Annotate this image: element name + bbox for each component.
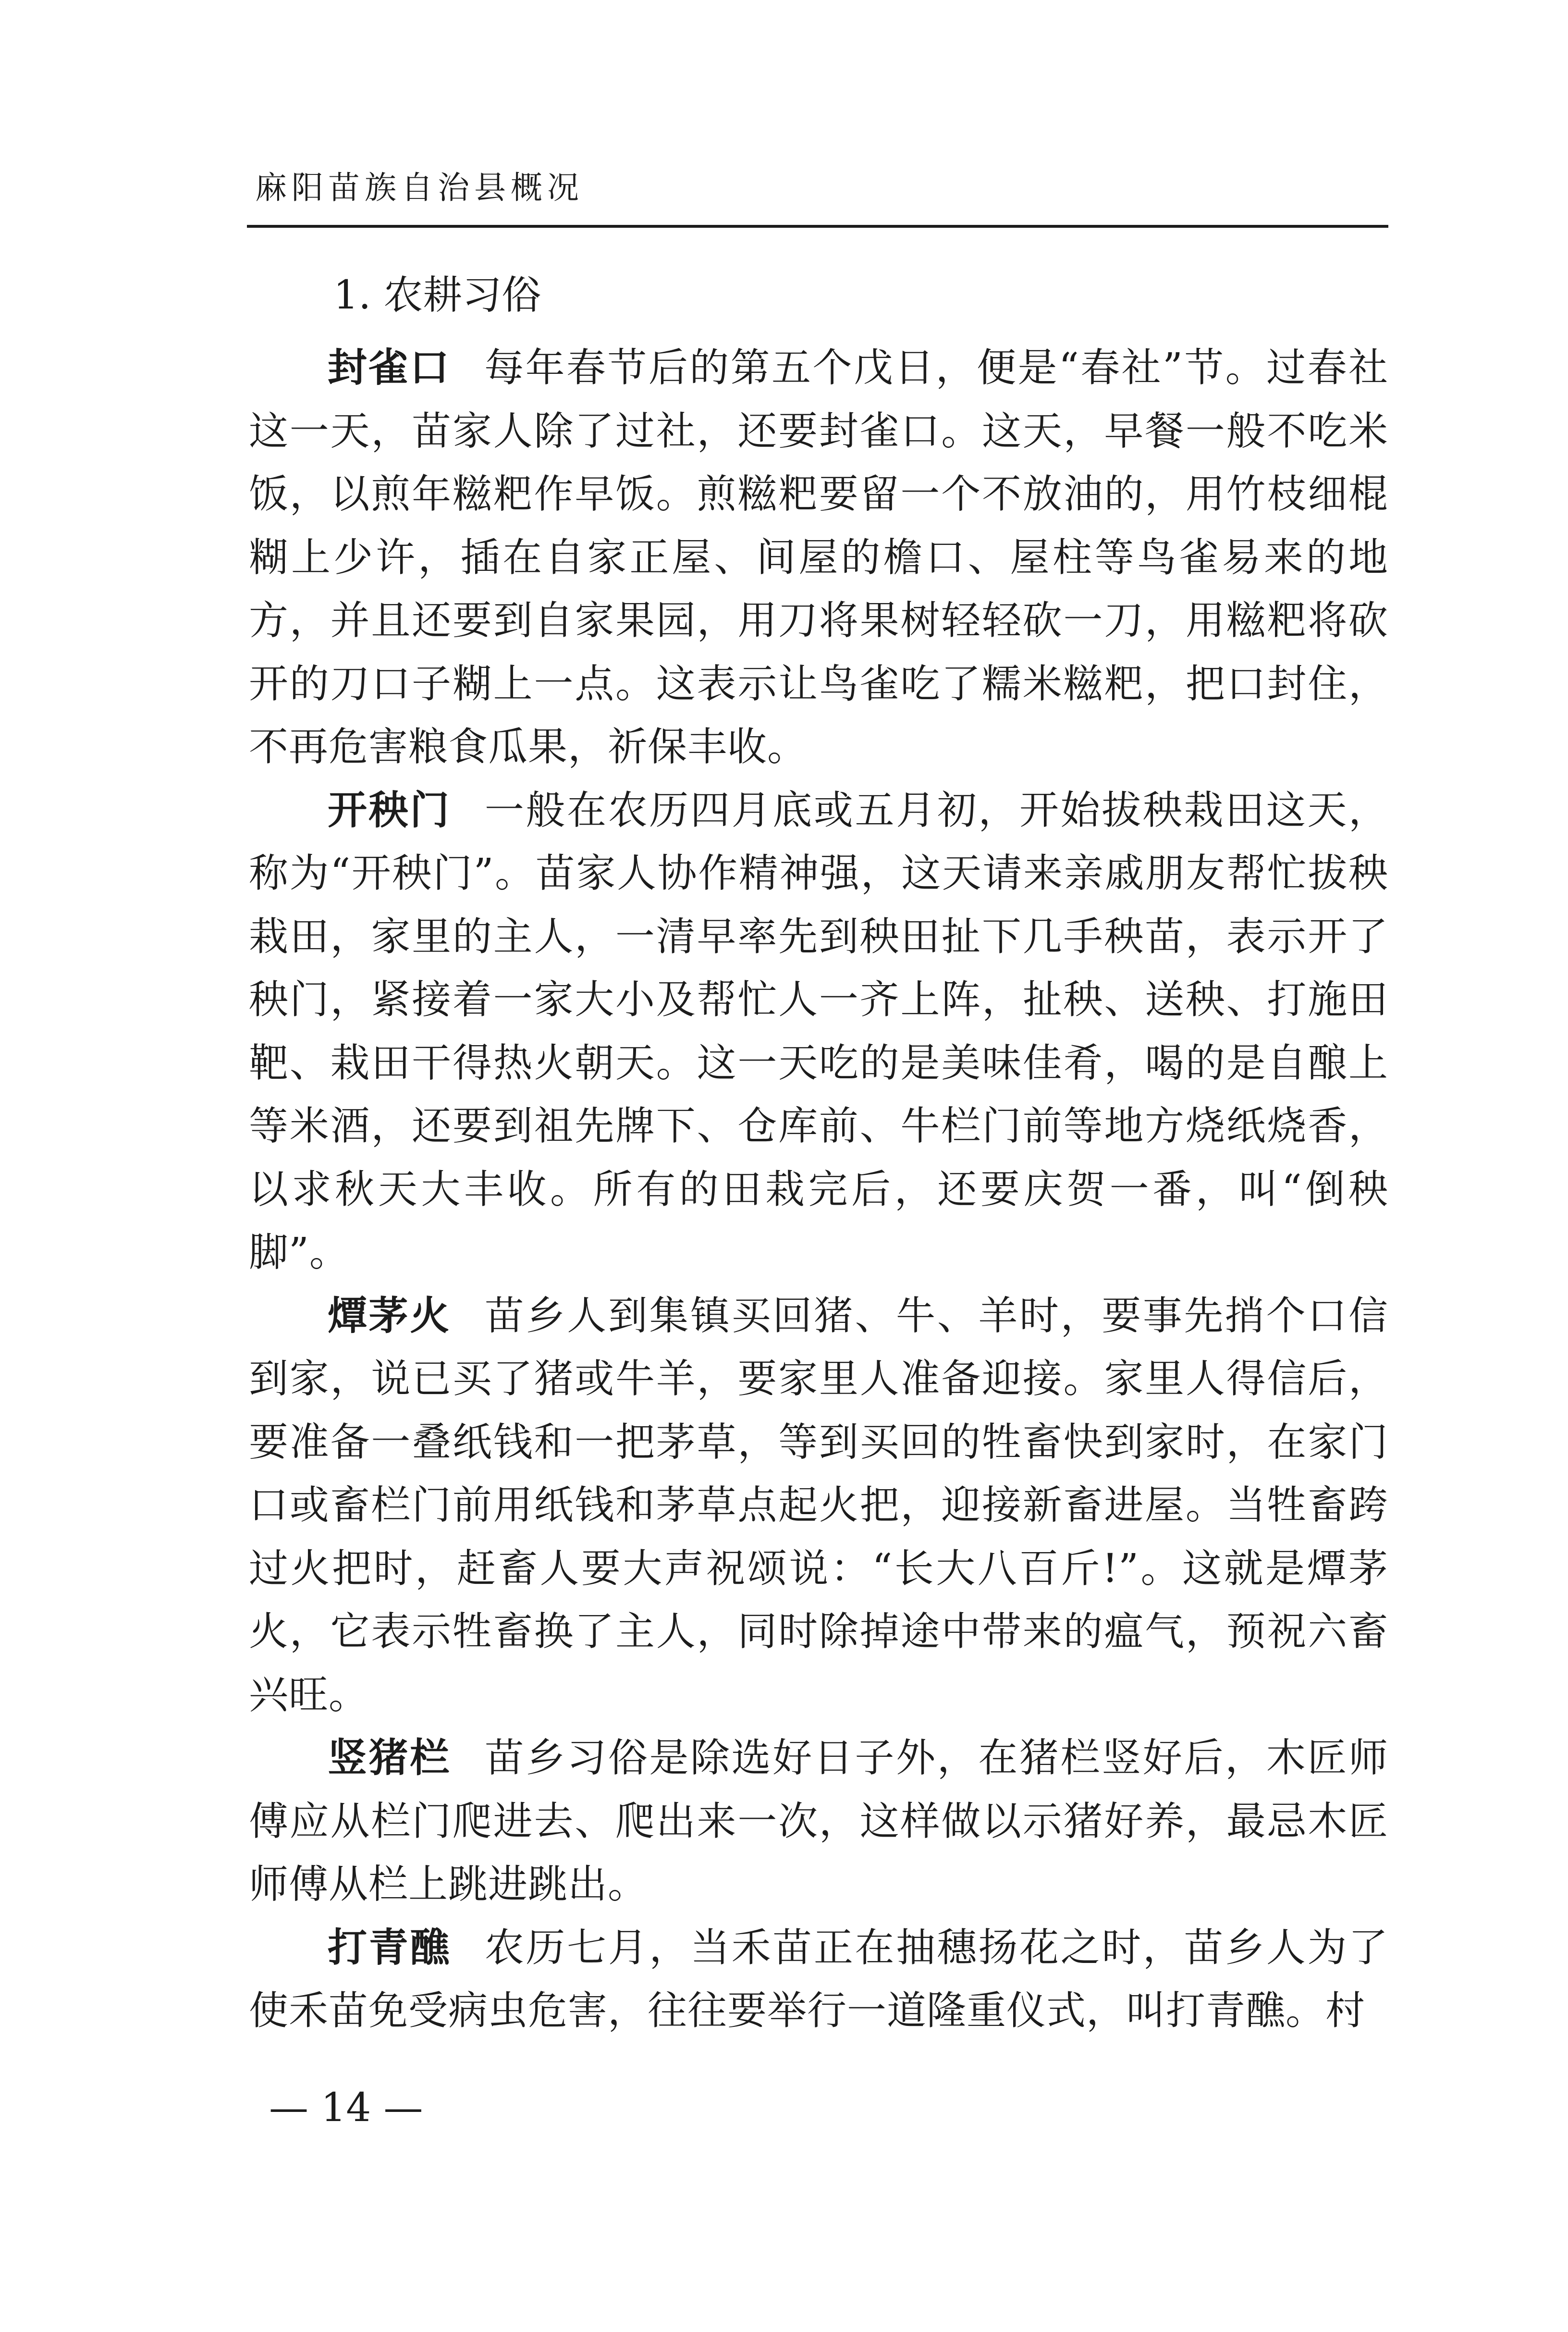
- section-heading: 1. 农耕习俗: [333, 272, 541, 318]
- paragraph-da-qing-jiao: [249, 1916, 1388, 2043]
- term-heading: 封雀口: [328, 345, 451, 391]
- term-heading: 燂茅火: [328, 1293, 451, 1339]
- paragraph-text: 一般在农历四月底或五月初，开始拔秧栽田这天，称为“开秧门”。苗家人协作精神强，这天请来亲戚朋友帮忙拔秧栽田，家里的主人，一清早率先到秧田扯下几手秧苗，表示开了秧门，紧接着一家大小及帮忙人一齐上阵，扯秧、送秧、打施田靶、栽田干得热火朝天。这一天吃的是美味佳肴，喝的是自酿上等米酒，还要到祖先牌下、仓库前、牛栏门前等地方烧纸烧香，以求秋天大丰收。所有的田栽完后，还要庆贺一番，叫“倒秧脚”。: [249, 787, 1388, 1275]
- header-rule: [247, 225, 1388, 228]
- term-heading: 打青醮: [328, 1925, 451, 1971]
- page-number: — 14 —: [269, 2085, 423, 2131]
- paragraph-text: 苗乡习俗是除选好日子外，在猪栏竖好后，木匠师傅应从栏门爬进去、爬出来一次，这样做以示猪好养，最忌木匠师傅从栏上跳进跳出。: [249, 1735, 1388, 1907]
- paragraph-text: 苗乡人到集镇买回猪、牛、羊时，要事先捎个口信到家，说已买了猪或牛羊，要家里人准备迎接。家里人得信后，要准备一叠纸钱和一把茅草，等到买回的牲畜快到家时，在家门口或畜栏门前用纸钱和茅草点起火把，迎接新畜进屋。当牲畜跨过火把时，赶畜人要大声祝颂说：“长大八百斤!”。这就是燂茅火，它表示牲畜换了主人，同时除掉途中带来的瘟气，预祝六畜兴旺。: [249, 1293, 1388, 1718]
- paragraph-tan-mao-huo: [249, 1284, 1388, 1727]
- paragraph-feng-que-kou: [249, 336, 1388, 779]
- paragraph-shu-zhu-lan: [249, 1727, 1388, 1916]
- term-heading: 开秧门: [328, 787, 451, 833]
- paragraph-text: 每年春节后的第五个戊日，便是“春社”节。过春社这一天，苗家人除了过社，还要封雀口。这天，早餐一般不吃米饭，以煎年糍粑作早饭。煎糍粑要留一个不放油的，用竹枝细棍糊上少许，插在自家正屋、间屋的檐口、屋柱等鸟雀易来的地方，并且还要到自家果园，用刀将果树轻轻砍一刀，用糍粑将砍开的刀口子糊上一点。这表示让鸟雀吃了糯米糍粑，把口封住，不再危害粮食瓜果，祈保丰收。: [249, 345, 1388, 770]
- paragraph-text: 农历七月，当禾苗正在抽穗扬花之时，苗乡人为了使禾苗免受病虫危害，往往要举行一道隆重仪式，叫打青醮。村: [249, 1925, 1388, 2034]
- paragraph-kai-yang-men: [249, 779, 1388, 1284]
- term-heading: 竖猪栏: [328, 1735, 451, 1781]
- running-header: 麻阳苗族自治县概况: [255, 169, 584, 206]
- body-text: [249, 336, 1388, 2043]
